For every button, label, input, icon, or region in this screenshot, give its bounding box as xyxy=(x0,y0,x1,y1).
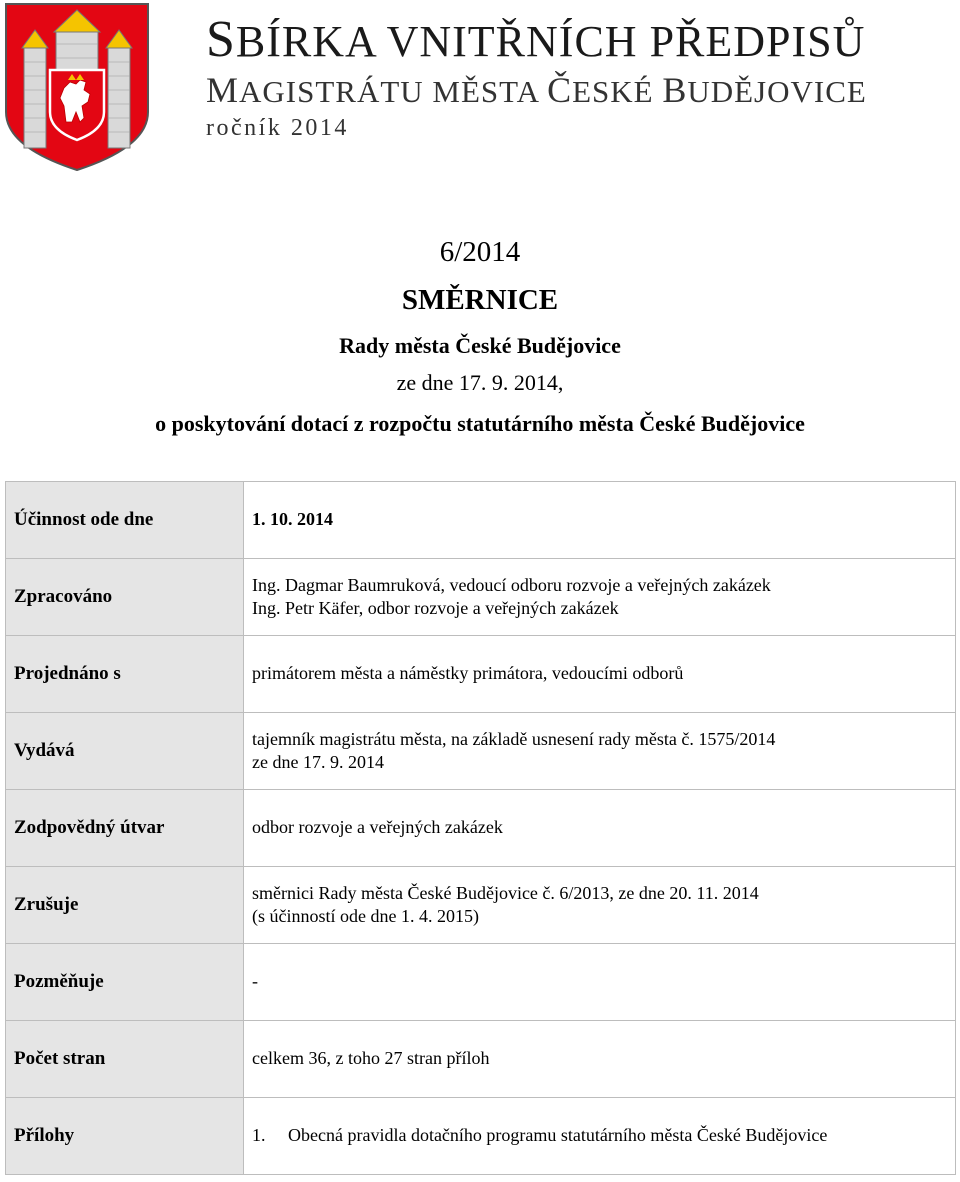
row-zpracovano xyxy=(6,559,956,636)
value-pocet: celkem 36, z toho 27 stran příloh xyxy=(244,1021,956,1098)
value-prilohy xyxy=(244,1098,956,1175)
vydava-line-2: ze dne 17. 9. 2014 xyxy=(252,752,384,772)
value-pozmenuje: - xyxy=(244,944,956,1021)
row-utvar xyxy=(6,790,956,867)
value-zrusuje xyxy=(244,867,956,944)
label-zrusuje: Zrušuje xyxy=(6,867,244,944)
document-date: ze dne 17. 9. 2014, xyxy=(396,370,564,395)
label-projednano: Projednáno s xyxy=(6,636,244,713)
label-ucinnost: Účinnost ode dne xyxy=(6,482,244,559)
row-ucinnost xyxy=(6,482,956,559)
document-type: SMĚRNICE xyxy=(401,284,559,316)
zpracovano-line-2: Ing. Petr Käfer, odbor rozvoje a veřejných zakázek xyxy=(252,598,619,618)
collection-title: SBÍRKA VNITŘNÍCH PŘEDPISŮ xyxy=(206,11,866,68)
attachment-number: 1. xyxy=(252,1125,266,1146)
collection-header xyxy=(206,11,867,141)
document-issuer: Rady města České Budějovice xyxy=(339,333,621,358)
label-vydava: Vydává xyxy=(6,713,244,790)
value-vydava xyxy=(244,713,956,790)
row-prilohy xyxy=(6,1098,956,1175)
value-zpracovano xyxy=(244,559,956,636)
zrusuje-line-2: (s účinností ode dne 1. 4. 2015) xyxy=(252,906,479,926)
row-projednano xyxy=(6,636,956,713)
label-pozmenuje: Pozměňuje xyxy=(6,944,244,1021)
metadata-table xyxy=(5,481,956,1175)
label-prilohy: Přílohy xyxy=(6,1098,244,1175)
row-zrusuje xyxy=(6,867,956,944)
value-ucinnost: 1. 10. 2014 xyxy=(244,482,956,559)
label-zpracovano: Zpracováno xyxy=(6,559,244,636)
collection-subtitle: MAGISTRÁTU MĚSTA ČESKÉ BUDĚJOVICE xyxy=(206,70,867,110)
document-number: 6/2014 xyxy=(439,236,521,268)
value-projednano: primátorem města a náměstky primátora, vedoucími odborů xyxy=(244,636,956,713)
zpracovano-line-1: Ing. Dagmar Baumruková, vedoucí odboru rozvoje a veřejných zakázek xyxy=(252,574,771,595)
label-pocet: Počet stran xyxy=(6,1021,244,1098)
row-vydava xyxy=(6,713,956,790)
coat-of-arms-icon xyxy=(4,2,150,172)
label-utvar: Zodpovědný útvar xyxy=(6,790,244,867)
document-subject: o poskytování dotací z rozpočtu statutárního města České Budějovice xyxy=(155,411,805,436)
zrusuje-line-1: směrnici Rady města České Budějovice č. 6/2013, ze dne 20. 11. 2014 xyxy=(252,882,759,903)
volume-year: ročník 2014 xyxy=(206,115,349,141)
attachment-title: Obecná pravidla dotačního programu statutárního města České Budějovice xyxy=(288,1125,828,1146)
vydava-line-1: tajemník magistrátu města, na základě usnesení rady města č. 1575/2014 xyxy=(252,728,776,749)
value-utvar: odbor rozvoje a veřejných zakázek xyxy=(244,790,956,867)
row-pozmenuje xyxy=(6,944,956,1021)
row-pocet xyxy=(6,1021,956,1098)
